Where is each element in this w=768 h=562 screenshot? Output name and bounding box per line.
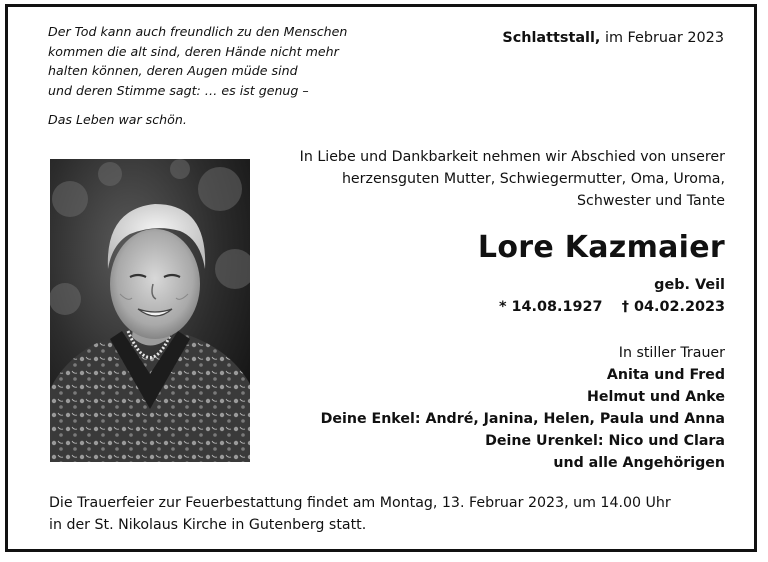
dateline-place: Schlattstall, bbox=[502, 30, 601, 46]
mourner-line: und alle Angehörigen bbox=[553, 455, 725, 471]
death-date: † 04.02.2023 bbox=[621, 299, 725, 315]
poem-line: und deren Stimme sagt: … es ist genug – bbox=[48, 82, 309, 98]
mourner-line: Deine Enkel: André, Janina, Helen, Paula und Anna bbox=[320, 411, 725, 427]
maiden-name: geb. Veil bbox=[654, 277, 725, 293]
poem-line: Der Tod kann auch freundlich zu den Menschen bbox=[48, 24, 348, 39]
mourner-line: Helmut und Anke bbox=[586, 389, 725, 405]
intro-text bbox=[300, 146, 725, 212]
poem-line: halten können, deren Augen müde sind bbox=[48, 63, 298, 78]
mourners-list bbox=[321, 342, 725, 474]
poem-line: kommen die alt sind, deren Hände nicht mehr bbox=[48, 43, 339, 59]
intro-line: Schwester und Tante bbox=[577, 193, 725, 209]
portrait-photo bbox=[50, 159, 250, 462]
poem-closing: Das Leben war schön. bbox=[48, 112, 187, 127]
dateline-date: im Februar 2023 bbox=[600, 30, 724, 46]
mourner-line: Anita und Fred bbox=[606, 367, 725, 383]
mourners-intro: In stiller Trauer bbox=[618, 345, 725, 361]
dateline bbox=[502, 30, 724, 46]
funeral-notice bbox=[49, 492, 671, 536]
funeral-notice-line: Die Trauerfeier zur Feuerbestattung findet am Montag, 13. Februar 2023, um 14.00 Uhr bbox=[49, 495, 671, 511]
portrait-photo-image bbox=[50, 159, 250, 462]
poem bbox=[48, 22, 347, 130]
intro-line: herzensguten Mutter, Schwiegermutter, Oma, Uroma, bbox=[341, 171, 725, 187]
intro-line: In Liebe und Dankbarkeit nehmen wir Abschied von unserer bbox=[299, 149, 725, 165]
birth-date: * 14.08.1927 bbox=[499, 299, 603, 315]
mourner-line: Deine Urenkel: Nico und Clara bbox=[485, 433, 725, 449]
deceased-name: Lore Kazmaier bbox=[477, 230, 725, 265]
funeral-notice-line: in der St. Nikolaus Kirche in Gutenberg statt. bbox=[49, 517, 367, 533]
